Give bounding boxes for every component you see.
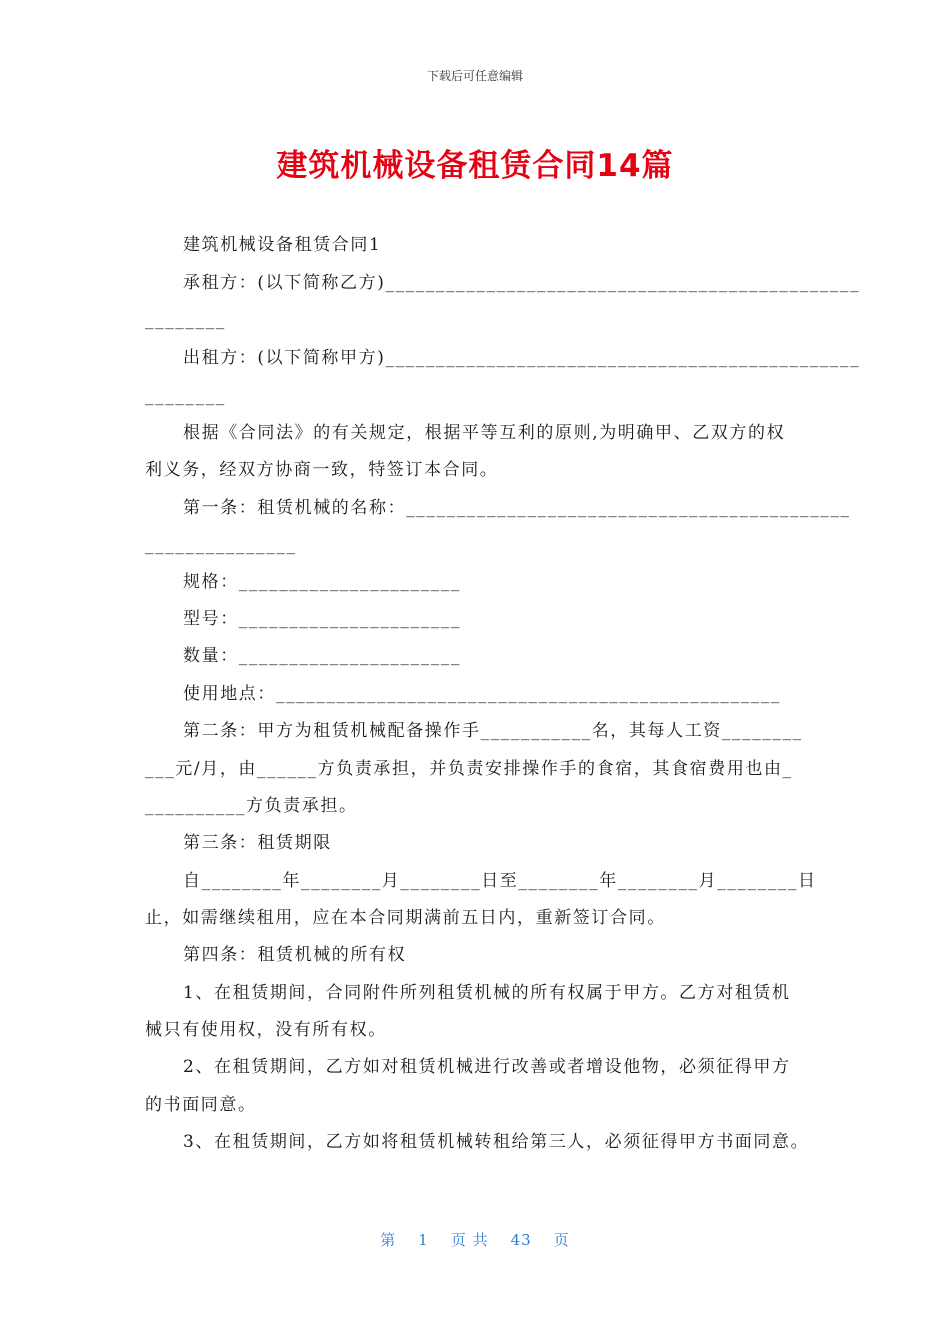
document-title: 建筑机械设备租赁合同14篇 — [276, 148, 674, 184]
footer-page-number: 1 — [418, 1231, 429, 1249]
lease-period-line-continued: 止，如需继续租用，应在本合同期满前五日内，重新签订合同。 — [145, 908, 666, 928]
lessor-line: 出租方：(以下简称甲方)_______________________________________________ — [183, 348, 861, 368]
section-heading: 建筑机械设备租赁合同1 — [183, 235, 382, 255]
lease-period-line: 自________年________月________日至________年________月________日 — [183, 871, 817, 891]
location-field: 使用地点：__________________________________________________ — [183, 684, 781, 704]
article-3-heading: 第三条：租赁期限 — [183, 833, 332, 853]
quantity-field: 数量：______________________ — [183, 646, 461, 666]
clause-3: 3、在租赁期间，乙方如将租赁机械转租给第三人，必须征得甲方书面同意。 — [183, 1132, 810, 1152]
lessee-line: 承租方：(以下简称乙方)_______________________________________________ — [183, 273, 861, 293]
preamble-paragraph: 根据《合同法》的有关规定，根据平等互利的原则,为明确甲、乙双方的权 — [183, 423, 786, 443]
article-2-line-continued: ___元/月，由______方负责承担，并负责安排操作手的食宿，其食宿费用也由_ — [145, 759, 793, 779]
footer-page-label: 第 — [380, 1231, 397, 1249]
article-2-line: 第二条：甲方为租赁机械配备操作手___________名，其每人工资________ — [183, 721, 803, 741]
footer-page-of: 页 共 — [450, 1231, 489, 1249]
footer-total-pages: 43 — [510, 1231, 532, 1249]
page-footer — [0, 1229, 950, 1250]
clause-1-continued: 械只有使用权，没有所有权。 — [145, 1020, 387, 1040]
clause-1: 1、在租赁期间，合同附件所列租赁机械的所有权属于甲方。乙方对租赁机 — [183, 983, 791, 1003]
article-4-heading: 第四条：租赁机械的所有权 — [183, 945, 407, 965]
lessee-line-continued: ________ — [145, 310, 226, 330]
preamble-paragraph-continued: 利义务，经双方协商一致，特签订本合同。 — [145, 460, 499, 480]
lessor-line-continued: ________ — [145, 386, 226, 406]
model-field: 型号：______________________ — [183, 609, 461, 629]
footer-page-suffix: 页 — [553, 1231, 570, 1249]
article-2-line-end: __________方负责承担。 — [145, 796, 358, 816]
article-1-line-continued: _______________ — [145, 535, 297, 555]
spec-field: 规格：______________________ — [183, 572, 461, 592]
clause-2: 2、在租赁期间，乙方如对租赁机械进行改善或者增设他物，必须征得甲方 — [183, 1057, 791, 1077]
article-1-line: 第一条：租赁机械的名称：____________________________________________ — [183, 498, 851, 518]
clause-2-continued: 的书面同意。 — [145, 1095, 257, 1115]
header-note: 下载后可任意编辑 — [426, 69, 523, 83]
